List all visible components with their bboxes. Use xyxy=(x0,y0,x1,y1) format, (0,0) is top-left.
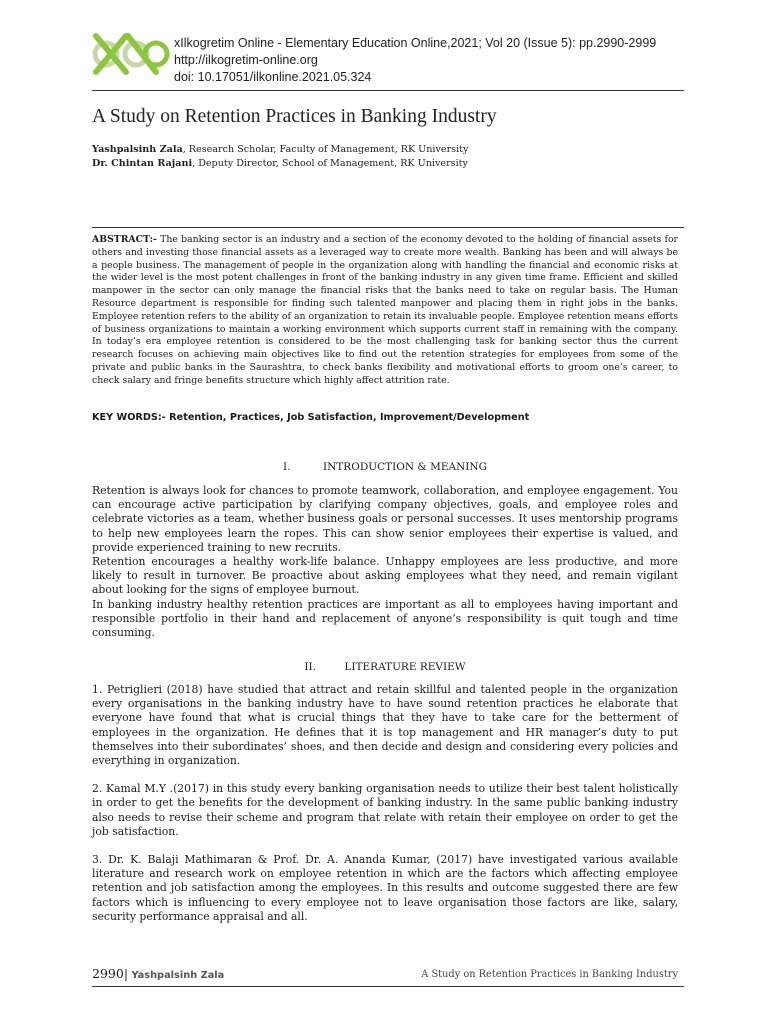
keywords: KEY WORDS:- Retention, Practices, Job Satisfaction, Improvement/Development xyxy=(92,412,530,423)
author-affiliation: , Deputy Director, School of Management, RK University xyxy=(192,158,468,169)
paragraph: 2. Kamal M.Y .(2017) in this study every banking organisation needs to utilize their best talent holistically in order to get the benefits for the development of banking industry. In the same public banking industry also needs to revise their scheme and program that relate with retain their employee on order to get the job satisfaction. xyxy=(92,782,678,838)
running-title: A Study on Retention Practices in Banking Industry xyxy=(421,969,678,980)
paragraph: 3. Dr. K. Balaji Mathimaran & Prof. Dr. A. Ananda Kumar, (2017) have investigated various available literature and research work on employee retention in which are the factors which affecting employee retention and job satisfaction among the employees. In this results and outcome suggested there are few factors which is influencing to every employee not to leave organisation those factors are like, salary, security performance appraisal and all. xyxy=(92,853,678,923)
section-number: I. xyxy=(282,461,291,473)
header-divider xyxy=(92,90,684,91)
abstract-divider xyxy=(92,227,684,228)
page-number: 2990 xyxy=(92,966,124,981)
author-name: Dr. Chintan Rajani xyxy=(92,158,193,169)
footer-divider xyxy=(92,986,684,987)
abstract-text: The banking sector is an industry and a section of the economy devoted to the holding of financial assets for others and investing those financial assets as a leveraged way to create more wealth. Banking has been and will always be a people business. The management of people in the organization along with handling the financial and economic risks at the wider level is the most potent challenges in front of the banking industry in any given time frame. Efficient and skilled manpower in the sector can only manage the financial risks that the banks need to take on regular basis. The Human Resource department is responsible for finding such talented manpower and placing them in right jobs in the banks. Employee retention refers to the ability of an organization to retain its invaluable people. Employee retention means efforts of business organizations to maintain a working environment which supports current staff in remaining with the company. In today’s era employee retention is considered to be the most challenging task for banking sector thus the current research focuses on achieving main objectives like to find out the retention strategies for employees from some of the private and public banks in the Saurashtra, to check banks flexibility and motivational efforts to groom one’s career, to check salary and fringe benefits structure which highly affect attrition rate. xyxy=(92,234,678,386)
journal-info xyxy=(174,35,656,86)
journal-doi: doi: 10.17051/ilkonline.2021.05.324 xyxy=(174,70,372,84)
journal-url[interactable]: http://ilkogretim-online.org xyxy=(174,53,318,67)
abstract-label: ABSTRACT:- xyxy=(92,234,157,245)
section-heading-literature-review xyxy=(92,661,678,673)
journal-logo-icon xyxy=(92,30,170,78)
literature-review-body xyxy=(92,683,678,924)
author-name: Yashpalsinh Zala xyxy=(92,144,183,155)
journal-citation: xIlkogretim Online - Elementary Education Online,2021; Vol 20 (Issue 5): pp.2990-2999 xyxy=(174,36,657,50)
author-affiliation: , Research Scholar, Faculty of Management, RK University xyxy=(182,144,469,155)
paragraph: 1. Petriglieri (2018) have studied that attract and retain skillful and talented people in the organization every organisations in the banking industry have to have sound retention practices he elaborate that everyone have found that what is crucial things that they have to take care for the betterment of employees in the organization. He defines that it is top management and HR manager’s duty to put themselves into their subordinates’ shoes, and then decide and design and considering every policies and everything in organization. xyxy=(92,683,678,768)
author-line xyxy=(92,157,468,171)
footer-author: Yashpalsinh Zala xyxy=(128,970,225,981)
paragraph: In banking industry healthy retention practices are important as all to employees having important and responsible portfolio in their hand and replacement of anyone’s responsibility is quit tough and time consuming. xyxy=(92,597,678,640)
paragraph: Retention encourages a healthy work-life balance. Unhappy employees are less productive, and more likely to result in turnover. Be proactive about asking employees what they need, and remain vigilant about looking for the signs of employee burnout. xyxy=(92,555,678,597)
section-title: INTRODUCTION & MEANING xyxy=(322,461,488,473)
journal-header xyxy=(92,26,684,90)
paper-title: A Study on Retention Practices in Banking Industry xyxy=(92,106,497,127)
section-heading-introduction xyxy=(92,461,678,473)
section-number: II. xyxy=(304,661,317,673)
introduction-body xyxy=(92,484,678,640)
abstract xyxy=(92,234,678,388)
author-line xyxy=(92,143,468,157)
section-title: LITERATURE REVIEW xyxy=(344,661,466,673)
footer-page-info xyxy=(92,966,224,981)
paragraph: Retention is always look for chances to promote teamwork, collaboration, and employee engagement. You can encourage active participation by clarifying company objectives, goals, and employee roles and celebrate victories as a team, whether business goals or personal successes. It uses mentorship programs to help new employees learn the ropes. This can show senior employees their expertise is valued, and provide experienced training to new recruits. xyxy=(92,484,678,554)
footer-separator: | xyxy=(123,966,129,981)
page-footer xyxy=(92,966,678,984)
author-list xyxy=(92,143,468,171)
